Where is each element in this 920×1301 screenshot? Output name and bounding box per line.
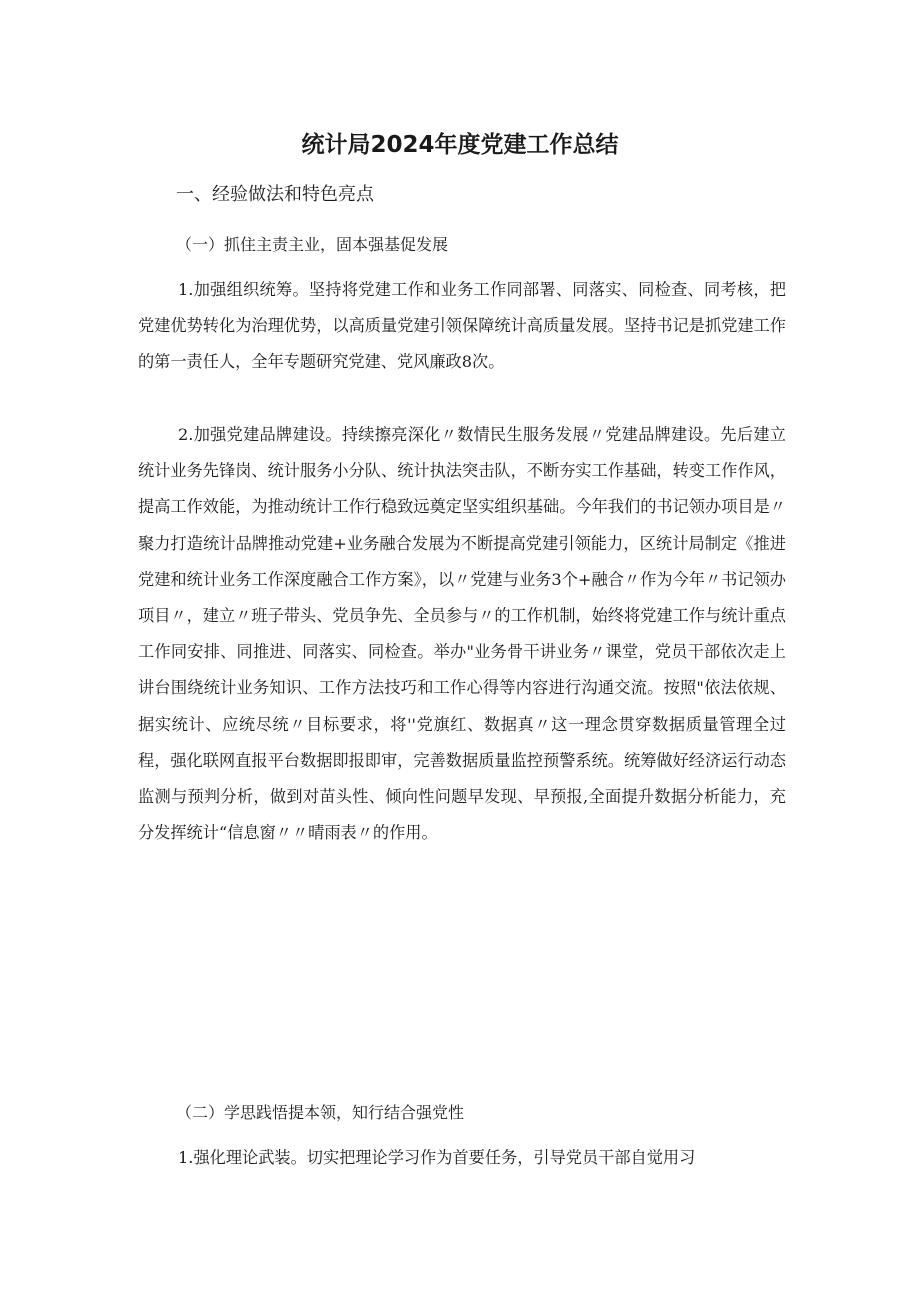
document-title: 统计局2024年度党建工作总结 [301,132,619,158]
paragraph-1-2: 2.加强党建品牌建设。持续擦亮深化〃数情民生服务发展〃党建品牌建设。先后建立统计业务先锋岗、统计服务小分队、统计执法突击队，不断夯实工作基础，转变工作作风，提高工作效能，为推动统计工作行稳致远奠定坚实组织基础。今年我们的书记领办项目是〃聚力打造统计品牌推动党建+业务融合发展为不断提高党建引领能力，区统计局制定《推进党建和统计业务工作深度融合工作方案》，以〃党建与业务3个+融合〃作为今年〃书记领办项目〃，建立〃班子带头、党员争先、全员参与〃的工作机制，始终将党建工作与统计重点工作同安排、同推进、同落实、同检查。举办"业务骨干讲业务〃课堂，党员干部依次走上讲台围绕统计业务知识、工作方法技巧和工作心得等内容进行沟通交流。按照"依法依规、据实统计、应统尽统〃目标要求，将''党旗红、数据真〃这一理念贯穿数据质量管理全过程，强化联网直报平台数据即报即审，完善数据质量监控预警系统。统筹做好经济运行动态监测与预判分析，做到对苗头性、倾向性问题早发现、早预报,全面提升数据分析能力，充分发挥统计“信息窗〃〃晴雨表〃的作用。 [138,425,786,843]
subsection-heading-1: （一）抓住主责主业，固本强基促发展 [176,235,449,254]
subsection-heading-2: （二）学思践悟提本领，知行结合强党性 [176,1103,465,1122]
section-heading-1: 一、经验做法和特色亮点 [176,184,374,205]
paragraph-1-1: 1.加强组织统筹。坚持将党建工作和业务工作同部署、同落实、同检查、同考核，把党建优势转化为治理优势，以高质量党建引领保障统计高质量发展。坚持书记是抓党建工作的第一责任人，全年专题研究党建、党风廉政8次。 [138,280,786,372]
paragraph-2-1: 1.强化理论武装。切实把理论学习作为首要任务，引导党员干部自觉用习 [178,1148,696,1167]
